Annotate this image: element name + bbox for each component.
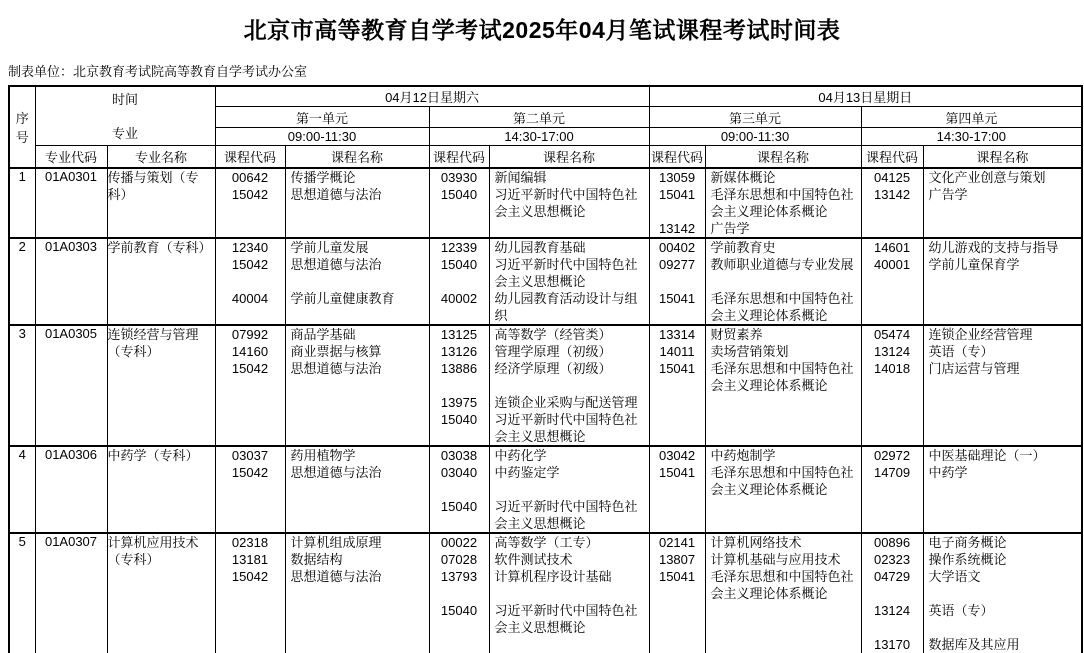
header-major-name-label: 专业名称 — [107, 146, 215, 169]
unit-3-course-names — [705, 238, 861, 325]
course-name: 会主义思想概论 — [494, 620, 586, 635]
course-code: 03040 — [440, 465, 478, 480]
course-code: 40004 — [231, 291, 269, 306]
unit-4-course-names — [923, 446, 1082, 533]
unit-3-course-codes — [649, 168, 705, 238]
unit-3-course-codes — [649, 533, 705, 653]
header-row-labels — [9, 146, 1082, 169]
unit-1-course-codes — [215, 325, 285, 446]
course-name: 学前儿童保育学 — [928, 257, 1020, 272]
exam-schedule-table — [8, 85, 1083, 653]
course-name: 高等数学（经管类） — [494, 327, 612, 342]
course-code: 15040 — [440, 499, 478, 514]
course-code — [650, 273, 705, 290]
header-time-major-cell — [35, 86, 215, 146]
course-code: 40002 — [440, 291, 478, 306]
table-row — [9, 446, 1082, 533]
unit-2-course-names — [489, 533, 649, 653]
unit-4-course-names — [923, 238, 1082, 325]
course-name: 商业票据与核算 — [290, 344, 382, 359]
course-code: 13126 — [440, 344, 478, 359]
course-code — [430, 481, 489, 498]
course-code: 14018 — [873, 361, 911, 376]
course-name: 教师职业道德与专业发展 — [710, 257, 854, 272]
table-row — [9, 168, 1082, 238]
course-name: 会主义思想概论 — [494, 274, 586, 289]
course-name: 学前儿童健康教育 — [290, 291, 395, 306]
course-name — [706, 273, 861, 290]
major-name — [107, 238, 215, 325]
unit-4-course-names — [923, 533, 1082, 653]
course-name: 电子商务概论 — [928, 535, 1007, 550]
course-name — [924, 585, 1082, 602]
course-code — [862, 619, 923, 636]
header-unit-1: 第一单元 — [215, 107, 429, 128]
header-index-label: 序号 — [9, 86, 35, 168]
course-name: 连锁企业经营管理 — [928, 327, 1033, 342]
course-name: 毛泽东思想和中国特色社 — [710, 569, 854, 584]
unit-1-course-codes — [215, 446, 285, 533]
unit-1-course-names — [285, 238, 429, 325]
unit-3-course-codes — [649, 325, 705, 446]
course-name: 操作系统概论 — [928, 552, 1007, 567]
course-code: 04125 — [873, 170, 911, 185]
course-name: 商品学基础 — [290, 327, 356, 342]
unit-3-course-codes — [649, 238, 705, 325]
course-name: 幼儿园教育活动设计与组 — [494, 291, 638, 306]
course-name: 财贸素养 — [710, 327, 763, 342]
course-code: 00642 — [231, 170, 269, 185]
course-code: 07992 — [231, 327, 269, 342]
unit-3-course-names — [705, 533, 861, 653]
major-name — [107, 168, 215, 238]
header-date-saturday: 04月12日星期六 — [215, 86, 649, 107]
course-code: 03037 — [231, 448, 269, 463]
course-name: 数据结构 — [290, 552, 343, 567]
course-name: 幼儿游戏的支持与指导 — [928, 240, 1059, 255]
course-code: 15041 — [658, 361, 696, 376]
page-title: 北京市高等教育自学考试2025年04月笔试课程考试时间表 — [243, 17, 841, 43]
course-code: 14601 — [873, 240, 911, 255]
header-course-code-label-1: 课程代码 — [215, 146, 285, 169]
course-code: 14160 — [231, 344, 269, 359]
course-code: 04729 — [873, 569, 911, 584]
course-code: 15041 — [658, 291, 696, 306]
header-course-code-label-3: 课程代码 — [649, 146, 705, 169]
course-name: 习近平新时代中国特色社 — [494, 499, 638, 514]
header-time-unit-3: 09:00-11:30 — [649, 128, 861, 146]
course-name: 新媒体概论 — [710, 170, 776, 185]
major-name-line: 科） — [107, 187, 134, 202]
unit-4-course-names — [923, 168, 1082, 238]
course-name: 习近平新时代中国特色社 — [494, 187, 638, 202]
course-name: 管理学原理（初级） — [494, 344, 612, 359]
header-unit-4: 第四单元 — [861, 107, 1082, 128]
unit-2-course-codes — [429, 446, 489, 533]
unit-4-course-codes — [861, 446, 923, 533]
unit-3-course-names — [705, 168, 861, 238]
header-time-unit-1: 09:00-11:30 — [215, 128, 429, 146]
header-unit-3: 第三单元 — [649, 107, 861, 128]
course-name: 中药炮制学 — [710, 448, 776, 463]
course-name: 高等数学（工专） — [494, 535, 599, 550]
course-code: 15042 — [231, 187, 269, 202]
course-name: 毛泽东思想和中国特色社 — [710, 291, 854, 306]
header-time-label: 时间 — [111, 92, 138, 107]
course-code: 40001 — [873, 257, 911, 272]
unit-1-course-codes — [215, 533, 285, 653]
header-time-unit-2: 14:30-17:00 — [429, 128, 649, 146]
unit-1-course-codes — [215, 168, 285, 238]
course-name — [490, 585, 649, 602]
course-name: 大学语文 — [928, 569, 981, 584]
course-code: 02318 — [231, 535, 269, 550]
unit-2-course-codes — [429, 325, 489, 446]
course-code: 15040 — [440, 257, 478, 272]
unit-1-course-codes — [215, 238, 285, 325]
unit-1-course-names — [285, 325, 429, 446]
course-name: 思想道德与法治 — [290, 187, 382, 202]
course-code: 15041 — [658, 187, 696, 202]
course-name: 英语（专） — [928, 603, 994, 618]
course-name: 思想道德与法治 — [290, 465, 382, 480]
course-code: 03038 — [440, 448, 478, 463]
course-name: 传播学概论 — [290, 170, 356, 185]
course-code: 00022 — [440, 535, 478, 550]
course-code: 13807 — [658, 552, 696, 567]
major-code: 01A0301 — [35, 168, 107, 238]
course-code — [650, 585, 705, 602]
header-unit-2: 第二单元 — [429, 107, 649, 128]
course-code: 15041 — [658, 465, 696, 480]
course-name: 新闻编辑 — [494, 170, 547, 185]
course-name: 会主义思想概论 — [494, 204, 586, 219]
header-course-name-label-2: 课程名称 — [489, 146, 649, 169]
course-name: 会主义理论体系概论 — [710, 308, 828, 323]
course-code — [430, 377, 489, 394]
course-name — [490, 377, 649, 394]
course-code — [430, 203, 489, 220]
course-name: 思想道德与法治 — [290, 257, 382, 272]
course-code: 13142 — [873, 187, 911, 202]
course-code: 13181 — [231, 552, 269, 567]
unit-4-course-codes — [861, 533, 923, 653]
major-name-line: 计算机应用技术 — [107, 535, 199, 550]
unit-4-course-codes — [861, 238, 923, 325]
course-code — [430, 585, 489, 602]
course-name: 中医基础理论（一） — [928, 448, 1046, 463]
major-name-line: 中药学（专科） — [107, 448, 199, 463]
course-code: 02972 — [873, 448, 911, 463]
course-code: 13124 — [873, 344, 911, 359]
major-code: 01A0305 — [35, 325, 107, 446]
course-name: 门店运营与管理 — [928, 361, 1020, 376]
course-name: 软件测试技术 — [494, 552, 573, 567]
course-code: 13975 — [440, 395, 478, 410]
unit-3-course-codes — [649, 446, 705, 533]
course-code: 13170 — [873, 637, 911, 652]
table-unit-note: 制表单位：北京教育考试院高等教育自学考试办公室 — [8, 64, 308, 79]
unit-2-course-codes — [429, 238, 489, 325]
course-code: 14709 — [873, 465, 911, 480]
course-code: 09277 — [658, 257, 696, 272]
course-name: 会主义理论体系概论 — [710, 204, 828, 219]
course-name: 会主义思想概论 — [494, 429, 586, 444]
unit-4-course-codes — [861, 325, 923, 446]
course-code — [650, 203, 705, 220]
course-name: 中药学 — [928, 465, 968, 480]
header-date-sunday: 04月13日星期日 — [649, 86, 1082, 107]
course-code: 13886 — [440, 361, 478, 376]
unit-2-course-codes — [429, 168, 489, 238]
unit-2-course-names — [489, 325, 649, 446]
course-code: 13142 — [658, 221, 696, 236]
course-name: 习近平新时代中国特色社 — [494, 603, 638, 618]
course-code — [650, 377, 705, 394]
course-name: 毛泽东思想和中国特色社 — [710, 187, 854, 202]
course-name: 广告学 — [710, 221, 750, 236]
course-code: 13314 — [658, 327, 696, 342]
course-code: 13124 — [873, 603, 911, 618]
course-name: 计算机基础与应用技术 — [710, 552, 841, 567]
row-index: 1 — [9, 168, 35, 238]
course-code — [650, 481, 705, 498]
course-name: 连锁企业采购与配送管理 — [494, 395, 638, 410]
course-name: 中药化学 — [494, 448, 547, 463]
course-name: 会主义理论体系概论 — [710, 586, 828, 601]
unit-2-course-codes — [429, 533, 489, 653]
course-code: 15040 — [440, 603, 478, 618]
course-name: 毛泽东思想和中国特色社 — [710, 465, 854, 480]
course-name: 卖场营销策划 — [710, 344, 789, 359]
unit-4-course-codes — [861, 168, 923, 238]
course-name: 计算机程序设计基础 — [494, 569, 612, 584]
header-major-code-label: 专业代码 — [35, 146, 107, 169]
table-row — [9, 238, 1082, 325]
course-name: 英语（专） — [928, 344, 994, 359]
course-code: 03042 — [658, 448, 696, 463]
course-name: 中药鉴定学 — [494, 465, 560, 480]
course-code — [430, 307, 489, 324]
unit-1-course-names — [285, 168, 429, 238]
course-code: 15042 — [231, 361, 269, 376]
major-name — [107, 533, 215, 653]
course-code — [430, 273, 489, 290]
course-code: 15041 — [658, 569, 696, 584]
header-course-name-label-1: 课程名称 — [285, 146, 429, 169]
course-code: 03930 — [440, 170, 478, 185]
course-code: 13125 — [440, 327, 478, 342]
course-code: 15042 — [231, 257, 269, 272]
row-index: 4 — [9, 446, 35, 533]
major-code: 01A0306 — [35, 446, 107, 533]
header-course-code-label-4: 课程代码 — [861, 146, 923, 169]
row-index: 5 — [9, 533, 35, 653]
major-code: 01A0303 — [35, 238, 107, 325]
course-code: 14011 — [659, 344, 695, 359]
course-code: 15040 — [440, 187, 478, 202]
course-code: 15040 — [440, 412, 478, 427]
unit-2-course-names — [489, 168, 649, 238]
course-name: 思想道德与法治 — [290, 361, 382, 376]
course-name: 学前儿童发展 — [290, 240, 369, 255]
major-name-line: 传播与策划（专 — [107, 170, 199, 185]
major-name — [107, 446, 215, 533]
row-index: 3 — [9, 325, 35, 446]
header-time-unit-4: 14:30-17:00 — [861, 128, 1082, 146]
course-name: 会主义理论体系概论 — [710, 378, 828, 393]
unit-3-course-names — [705, 446, 861, 533]
course-code: 00402 — [658, 240, 696, 255]
course-name — [286, 273, 429, 290]
unit-4-course-names — [923, 325, 1082, 446]
course-code — [216, 273, 285, 290]
header-course-code-label-2: 课程代码 — [429, 146, 489, 169]
course-name — [924, 619, 1082, 636]
course-name: 毛泽东思想和中国特色社 — [710, 361, 854, 376]
course-name: 广告学 — [928, 187, 968, 202]
course-code: 02323 — [873, 552, 911, 567]
course-name: 习近平新时代中国特色社 — [494, 257, 638, 272]
header-major-label: 专业 — [111, 126, 138, 141]
course-code: 13059 — [658, 170, 696, 185]
unit-2-course-names — [489, 238, 649, 325]
course-code — [430, 428, 489, 445]
table-header — [9, 86, 1082, 168]
major-name-line: （专科） — [107, 552, 160, 567]
course-name — [490, 481, 649, 498]
course-name: 计算机组成原理 — [290, 535, 382, 550]
course-name: 幼儿园教育基础 — [494, 240, 586, 255]
course-name: 思想道德与法治 — [290, 569, 382, 584]
course-name: 计算机网络技术 — [710, 535, 802, 550]
unit-1-course-names — [285, 533, 429, 653]
course-name: 织 — [494, 308, 508, 323]
course-code — [430, 515, 489, 532]
row-index: 2 — [9, 238, 35, 325]
course-name: 学前教育史 — [710, 240, 776, 255]
header-row-dates — [9, 86, 1082, 107]
course-code: 07028 — [440, 552, 478, 567]
course-name: 习近平新时代中国特色社 — [494, 412, 638, 427]
schedule-body — [9, 168, 1082, 653]
major-name — [107, 325, 215, 446]
course-code: 05474 — [873, 327, 911, 342]
course-code: 12340 — [231, 240, 269, 255]
course-code: 02141 — [658, 535, 696, 550]
course-name: 会主义理论体系概论 — [710, 482, 828, 497]
course-code — [650, 307, 705, 324]
unit-1-course-names — [285, 446, 429, 533]
major-name-line: 连锁经营与管理 — [107, 327, 199, 342]
unit-2-course-names — [489, 446, 649, 533]
course-code: 12339 — [440, 240, 478, 255]
course-name: 会主义思想概论 — [494, 516, 586, 531]
course-name: 文化产业创意与策划 — [928, 170, 1046, 185]
course-code: 15042 — [231, 465, 269, 480]
unit-3-course-names — [705, 325, 861, 446]
course-name: 经济学原理（初级） — [494, 361, 612, 376]
header-course-name-label-3: 课程名称 — [705, 146, 861, 169]
major-name-line: 学前教育（专科） — [107, 240, 212, 255]
major-name-line: （专科） — [107, 344, 160, 359]
major-code: 01A0307 — [35, 533, 107, 653]
table-row — [9, 325, 1082, 446]
course-name: 数据库及其应用 — [928, 637, 1020, 652]
course-name: 药用植物学 — [290, 448, 356, 463]
course-code — [862, 585, 923, 602]
course-code: 00896 — [873, 535, 911, 550]
course-code: 15042 — [231, 569, 269, 584]
header-course-name-label-4: 课程名称 — [923, 146, 1082, 169]
table-row — [9, 533, 1082, 653]
course-code — [430, 619, 489, 636]
course-code: 13793 — [440, 569, 478, 584]
